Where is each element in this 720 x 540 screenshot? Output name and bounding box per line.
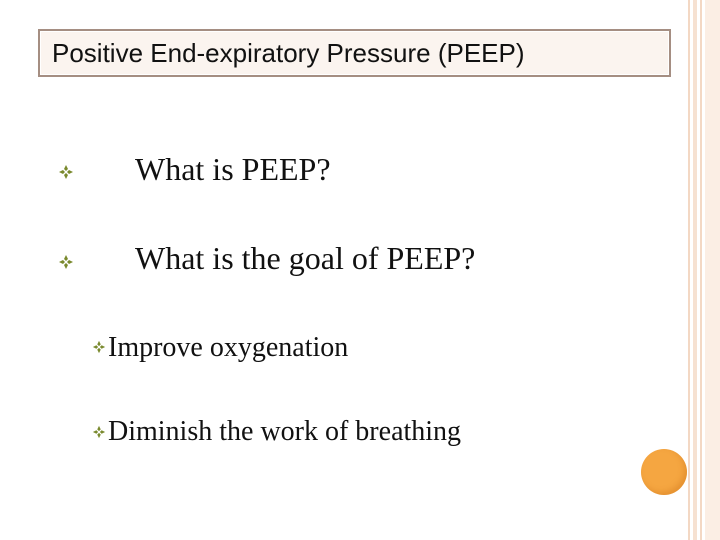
bullet-text: What is the goal of PEEP? xyxy=(135,240,476,276)
diamond-bullet-icon xyxy=(92,425,106,439)
side-border-strip xyxy=(688,0,690,540)
side-border-strip xyxy=(705,0,720,540)
slide-title: Positive End-expiratory Pressure (PEEP) xyxy=(52,38,525,68)
side-border-strip xyxy=(693,0,697,540)
diamond-bullet-icon xyxy=(58,164,74,180)
orange-circle-decoration xyxy=(641,449,687,495)
sub-bullet-text: Diminish the work of breathing xyxy=(108,416,462,447)
side-border-strip xyxy=(700,0,702,540)
diamond-bullet-icon xyxy=(92,340,106,354)
sub-bullet-text: Improve oxygenation xyxy=(108,332,349,363)
diamond-bullet-icon xyxy=(58,254,74,270)
bullet-text: What is PEEP? xyxy=(135,151,331,187)
